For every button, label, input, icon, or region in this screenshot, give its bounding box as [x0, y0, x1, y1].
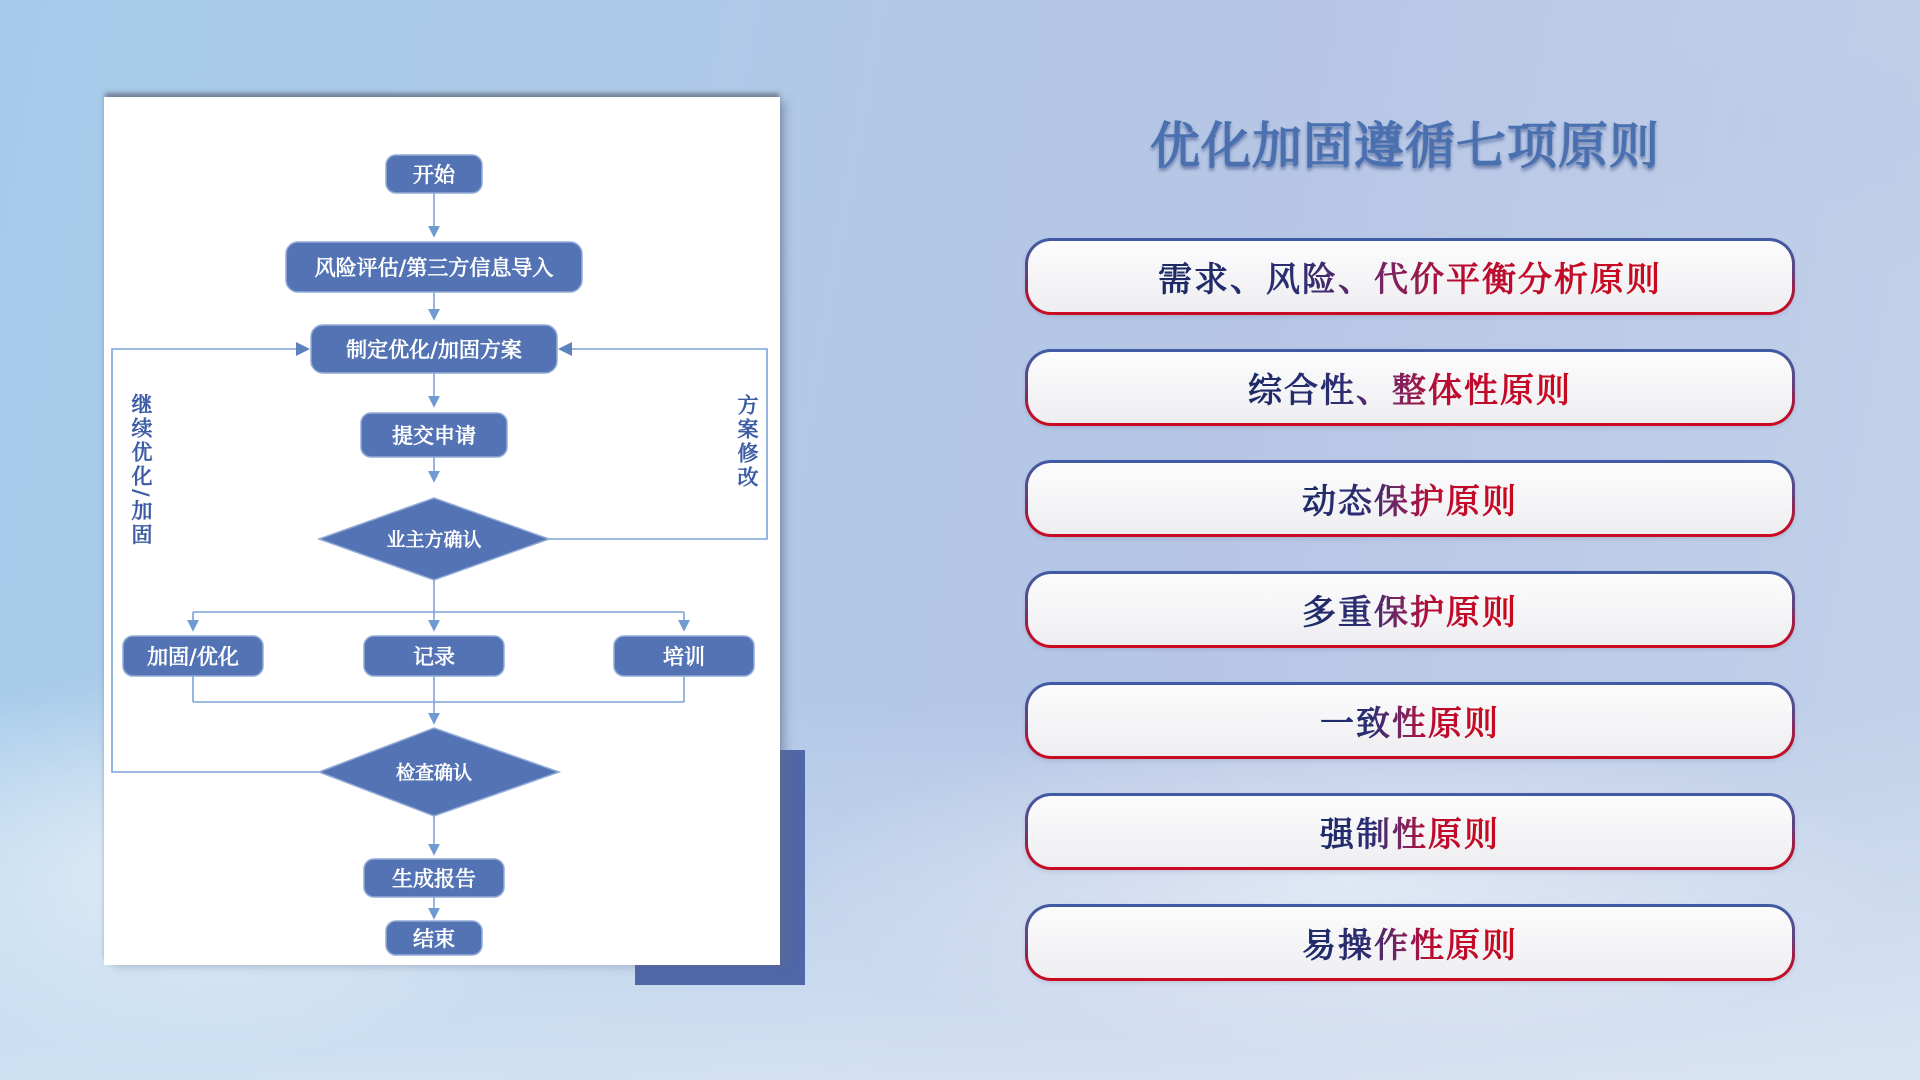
- svg-text:生成报告: 生成报告: [392, 867, 476, 891]
- node-training: [614, 636, 754, 676]
- svg-text:检查确认: 检查确认: [395, 762, 473, 784]
- node-harden-optimize: [123, 636, 263, 676]
- svg-text:培训: 培训: [663, 645, 705, 669]
- svg-text:加固/优化: 加固/优化: [147, 645, 239, 669]
- principle-item: [1025, 349, 1795, 426]
- principle-item: [1025, 571, 1795, 648]
- principle-label: 综合性、整体性原则: [1248, 363, 1572, 412]
- principles-list: [1025, 238, 1795, 981]
- principle-item: [1025, 238, 1795, 315]
- node-submit: [361, 413, 507, 457]
- flowchart: [104, 97, 780, 965]
- principle-item: [1025, 904, 1795, 981]
- svg-text:业主方确认: 业主方确认: [386, 529, 482, 551]
- principle-item: [1025, 682, 1795, 759]
- principle-label: 动态保护原则: [1302, 474, 1518, 523]
- principle-item: [1025, 793, 1795, 870]
- svg-text:提交申请: 提交申请: [392, 424, 476, 448]
- node-risk-import: [286, 242, 582, 292]
- node-record: [364, 636, 504, 676]
- node-start: [386, 155, 482, 193]
- svg-text:制定优化/加固方案: 制定优化/加固方案: [346, 338, 522, 362]
- left-loop-label: 继续优化/加固: [129, 393, 153, 548]
- svg-text:结束: 结束: [413, 927, 455, 951]
- node-owner-confirm-decision: [319, 498, 549, 580]
- principle-label: 强制性原则: [1320, 807, 1500, 856]
- node-end: [386, 921, 482, 955]
- principle-label: 一致性原则: [1320, 696, 1500, 745]
- right-loop-arrowhead: [558, 342, 572, 356]
- principle-label: 多重保护原则: [1302, 585, 1518, 634]
- node-make-plan: [311, 325, 557, 373]
- node-report: [364, 859, 504, 897]
- right-loop-label: 方案修改: [735, 394, 759, 490]
- flowchart-card: [104, 97, 780, 965]
- svg-text:开始: 开始: [413, 163, 455, 187]
- principle-label: 需求、风险、代价平衡分析原则: [1158, 252, 1662, 301]
- node-check-confirm-decision: [319, 728, 559, 816]
- principle-item: [1025, 460, 1795, 537]
- svg-text:记录: 记录: [413, 645, 455, 669]
- principle-label: 易操作性原则: [1302, 918, 1518, 967]
- svg-text:风险评估/第三方信息导入: 风险评估/第三方信息导入: [314, 256, 554, 280]
- left-loop-arrowhead: [296, 342, 310, 356]
- panel-title: 优化加固遵循七项原则: [1150, 117, 1660, 175]
